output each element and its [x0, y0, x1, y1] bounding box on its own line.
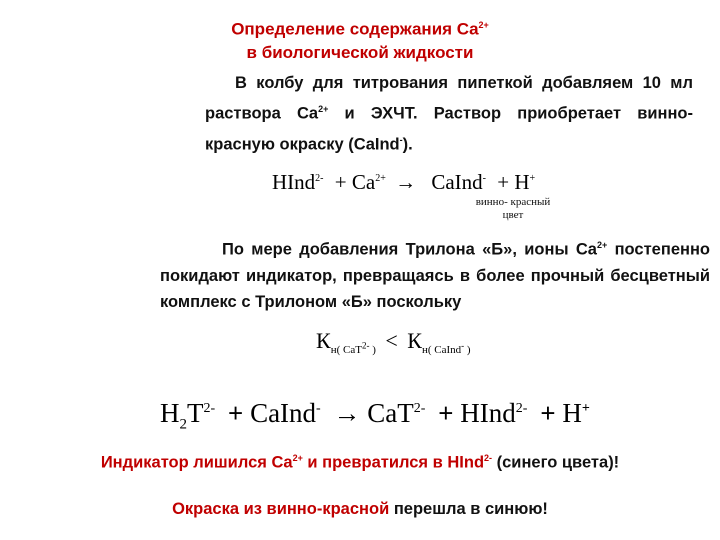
reaction-arrow: → [395, 170, 417, 194]
hind-term-2: HInd$^{2-}$ [460, 398, 528, 428]
paragraph-1: В колбу для титрования пипеткой добавляем 10 мл раствора $Ca^{2+}$ и ЭХЧТ. Раствор приобретает винно-красную окраску (CaInd-). [205, 74, 694, 153]
caind-term: CaInd- [431, 170, 486, 194]
h-term-2: H+ [562, 398, 590, 428]
equation-2: $H_2T^{2-}$ + CaInd- → CaT$^{2-}$ + HInd$^{2-}$ + H+ [160, 398, 590, 433]
stability-inequality: $К_{н( CaT^{2-} )} < К_{н( CaInd^- )}$ [316, 328, 471, 357]
ca-term: $Ca^{2+}$ [351, 170, 386, 194]
cat-term: CaT$^{2-}$ [367, 398, 426, 428]
equation-1: HInd$^{2-}$ + $Ca^{2+}$ → CaInd- + H+ [272, 170, 536, 194]
reaction-arrow-2: → [333, 398, 361, 428]
color-caption: винно- красный цвет [475, 196, 551, 221]
title-line-1: Определение содержания $Ca^{2+}$ [231, 19, 489, 39]
hind-term: HInd$^{2-}$ [272, 170, 324, 194]
caind-term-2: CaInd- [250, 398, 321, 428]
conclusion-1: Индикатор лишился $Ca^{2+}$ и превратился в HInd$^{2-}$ (синего цвета)! [100, 453, 620, 472]
slide-title [0, 14, 720, 64]
paragraph-2: По мере добавления Трилона «Б», ионы $Ca^{2+}$ постепенно покидают индикатор, превращаясь в более прочный бесцветный комплекс с Трилоном «Б» поскольку [160, 240, 711, 311]
conclusion-2: Окраска из винно-красной перешла в синюю! [172, 500, 548, 518]
trilon-term: $H_2T^{2-}$ [160, 398, 216, 433]
h-term: H+ [514, 170, 536, 194]
title-line-2: в биологической жидкости [246, 42, 474, 62]
